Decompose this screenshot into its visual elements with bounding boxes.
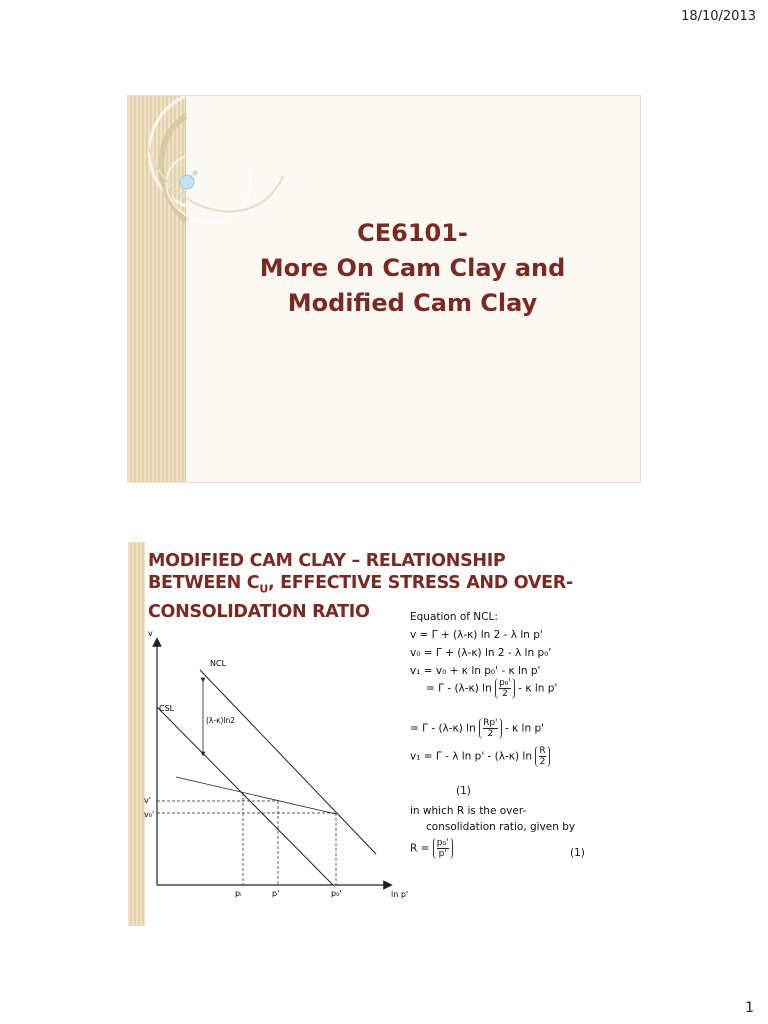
note-line-2: consolidation ratio, given by <box>426 821 576 833</box>
fraction-denominator: 2 <box>502 689 508 699</box>
equation-text: v₁ = Γ - λ ln p' - (λ-κ) ln <box>410 750 532 763</box>
equation-heading: Equation of NCL: <box>410 611 498 623</box>
fraction-numerator: R <box>539 746 546 756</box>
ncl-line <box>200 670 376 854</box>
title-text: BETWEEN C <box>148 573 260 593</box>
slide-1 <box>128 96 640 482</box>
ncl-label: NCL <box>210 659 227 668</box>
unloading-line <box>176 777 336 814</box>
header-date: 18/10/2013 <box>681 9 756 24</box>
y-axis-label: v <box>148 629 153 638</box>
fraction-numerator: p₀' <box>436 838 449 848</box>
equation-4 <box>426 678 557 699</box>
page-number: 1 <box>745 1000 754 1016</box>
gap-label: (λ-κ)ln2 <box>206 716 236 725</box>
equation-text: - κ ln p' <box>504 722 545 735</box>
equation-text: = Γ - (λ-κ) ln <box>426 682 492 695</box>
fraction-numerator: p₀' <box>499 678 511 688</box>
title-subscript: U <box>259 582 268 596</box>
equation-5 <box>410 718 544 739</box>
equation-7-tag: (1) <box>570 847 585 859</box>
note-line-1: in which R is the over- <box>410 805 527 817</box>
equation-text: = Γ - (λ-κ) ln <box>410 722 476 735</box>
slide-2 <box>128 542 640 926</box>
fraction-numerator: Rp' <box>483 718 498 728</box>
fraction <box>495 678 515 699</box>
fraction-denominator: 2 <box>487 729 494 739</box>
title-line: CE6101- <box>357 219 468 247</box>
equation-text: - κ ln p' <box>518 682 558 695</box>
pi-tick-label: pᵢ <box>235 889 242 898</box>
title-line: Modified Cam Clay <box>287 289 538 317</box>
equation-1: v = Γ + (λ-κ) ln 2 - λ ln p' <box>410 629 543 641</box>
equation-3: v₁ = v₀ + κ ln p₀' - κ ln p' <box>410 665 541 677</box>
equation-6 <box>410 746 550 767</box>
fraction <box>433 838 453 859</box>
title-line: More On Cam Clay and <box>259 254 566 282</box>
title-line: MODIFIED CAM CLAY – RELATIONSHIP <box>148 551 506 571</box>
csl-line <box>157 707 333 885</box>
equation-2: v₀ = Γ + (λ-κ) ln 2 - λ ln p₀' <box>410 647 552 659</box>
v-ln-p-graph <box>128 542 428 926</box>
csl-label: CSL <box>159 704 175 713</box>
fraction-denominator: p' <box>438 849 447 859</box>
p0-tick-label: p₀' <box>331 889 342 898</box>
v0-label: v₀' <box>144 810 155 819</box>
fraction <box>535 746 549 767</box>
equation-6-tag: (1) <box>456 785 471 797</box>
p-tick-label: p' <box>272 889 280 898</box>
fraction <box>479 718 501 739</box>
title-line: CONSOLIDATION RATIO <box>148 601 370 622</box>
v-label: v' <box>144 796 151 805</box>
x-axis-label: ln p' <box>391 890 409 899</box>
slide-1-title <box>185 216 640 321</box>
equation-text: R = <box>410 842 430 855</box>
title-text: , EFFECTIVE STRESS AND OVER- <box>267 573 573 593</box>
fraction-denominator: 2 <box>539 757 546 767</box>
equation-7 <box>410 838 453 859</box>
